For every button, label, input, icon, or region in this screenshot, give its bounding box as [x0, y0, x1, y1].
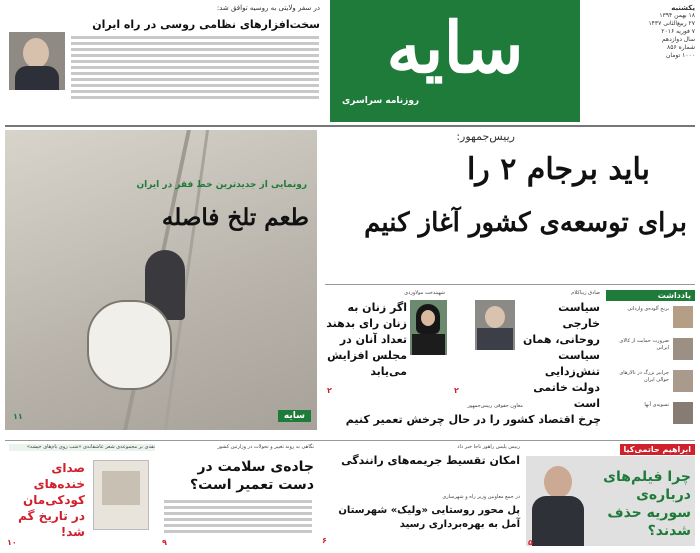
top-story[interactable]	[5, 4, 323, 122]
masthead-price: ۱۰۰۰ تومان	[665, 52, 695, 59]
masthead-divider	[5, 125, 695, 127]
top-story-portrait	[9, 32, 65, 90]
column-2[interactable]	[325, 290, 447, 400]
notes-label: یادداشت	[606, 290, 695, 301]
bottom-story-1[interactable]	[320, 444, 522, 552]
bottom-divider	[5, 440, 695, 441]
bottom-1-page-ref: ۶	[322, 536, 327, 545]
lead-story-headline-1: باید برجام ۲ را	[466, 152, 650, 187]
bottom-2-kicker: نگاهی به روند تغییر و تحولات در وزارتین کشور	[217, 444, 314, 450]
bottom-2-headline: جاده‌ی سلامت در دست تعمیر است؟	[190, 459, 314, 493]
notes-item-1-text: برنج آلوده‌ی وارداتی	[627, 306, 669, 312]
notes-item-4[interactable]	[606, 400, 695, 430]
interview-headline: چرا فیلم‌های درباره‌ی سوریه حذف شدند؟	[603, 469, 691, 539]
top-story-headline: سخت‌افزارهای نظامی روسی در راه ایران	[92, 18, 320, 31]
top-story-body	[71, 36, 319, 102]
masthead-date-gregorian: ۷ فوریه ۲۰۱۶	[661, 28, 695, 35]
photo-story[interactable]	[5, 130, 317, 430]
logo-subtitle: روزنامه سراسری	[342, 96, 420, 106]
lead-story-kicker: رییس‌جمهور:	[456, 130, 515, 143]
photo-story-cart	[87, 300, 172, 390]
notes-item-3[interactable]	[606, 368, 695, 398]
column-2-photo	[410, 300, 447, 355]
column-1-page-ref: ۲	[454, 386, 459, 395]
interview-page-ref: ۵	[528, 538, 533, 547]
masthead-logo	[330, 0, 580, 122]
bottom-2-body	[164, 500, 312, 536]
column-1-headline: سیاست خارجی روحانی، همان سیاست تنش‌زدایی دولت خاتمی است	[522, 301, 600, 410]
economy-headline: چرخ اقتصاد کشور را در حال چرخش تعمیر کنیم	[345, 413, 601, 426]
bottom-1-headline: امکان تقسیط جریمه‌های رانندگی	[341, 454, 520, 467]
masthead-date-hijri: ۲۷ ربیع‌الثانی ۱۴۳۷	[648, 20, 695, 27]
lead-divider	[325, 284, 695, 285]
economy-story[interactable]	[325, 403, 603, 435]
column-2-page-ref: ۲	[327, 386, 332, 395]
masthead-day: یکشنبه	[671, 4, 695, 12]
bottom-3-book	[93, 460, 149, 530]
notes-item-4-text: تسویه‌ی آنها	[644, 402, 669, 408]
notes-sidebar	[606, 290, 695, 440]
bottom-story-2[interactable]	[160, 444, 316, 552]
lead-story-headline-2: برای توسعه‌ی کشور آغاز کنیم	[364, 208, 687, 238]
notes-item-2-text: ضرورت حمایت از کالای ایرانی	[619, 338, 669, 351]
notes-item-3-text: چرا‌ببر بزرگ در تالارهای حوالی ایران	[619, 370, 669, 383]
bottom-3-kicker: نقدی بر مجموعه‌ی شعر عاشقانه‌ی «شب روی بام‌های خیشه»	[9, 444, 155, 451]
interview-story[interactable]	[526, 444, 695, 552]
logo-wordmark: سایه	[386, 6, 524, 89]
bottom-story-3[interactable]	[5, 444, 157, 552]
column-1-kicker: صادق زیباکلام	[571, 290, 600, 296]
column-2-kicker: شهیندخت مولاوردی	[404, 290, 445, 296]
bottom-2-page-ref: ۹	[162, 538, 167, 547]
top-story-kicker: در سفر ولایتی به روسیه توافق شد:	[216, 4, 320, 12]
masthead-date-shamsi: ۱۸ بهمن ۱۳۹۴	[659, 12, 695, 19]
masthead-year: سال دوازدهم	[661, 36, 695, 43]
bottom-1-kicker: رییس پلیس راهور ناجا خبر داد	[457, 444, 520, 450]
photo-story-logo: سایه	[278, 410, 311, 422]
column-1-photo	[475, 300, 515, 350]
notes-item-1[interactable]	[606, 304, 695, 334]
bottom-3-headline: صدای خنده‌های کودکی‌مان در تاریخ گم شد!	[18, 461, 85, 539]
bottom-1-kicker-2: در جمع معاونین وزیر راه و شهرسازی	[442, 494, 520, 500]
interview-kicker: ابراهیم حاتمی‌کیا	[620, 444, 696, 455]
photo-story-page-ref: ۱۱	[13, 412, 23, 421]
economy-kicker: معاون حقوقی رییس‌جمهور	[467, 403, 523, 409]
notes-item-2[interactable]	[606, 336, 695, 366]
masthead-info	[585, 4, 695, 114]
photo-story-kicker: رونمایی از جدیدترین خط فقر در ایران	[136, 180, 307, 190]
lead-story[interactable]	[325, 130, 695, 290]
masthead-issue: شماره ۸۵۶	[667, 44, 695, 51]
bottom-3-page-ref: ۱۰	[7, 538, 17, 547]
bottom-1-headline-2: پل محور روستایی «ولیک» شهرستان آمل به بهره‌برداری رسید	[338, 505, 520, 530]
column-2-headline: اگر زنان به زنان رای بدهند تعداد آنان در مجلس افزایش می‌یابد	[326, 301, 407, 378]
photo-story-headline: طعم تلخ فاصله	[161, 204, 309, 231]
